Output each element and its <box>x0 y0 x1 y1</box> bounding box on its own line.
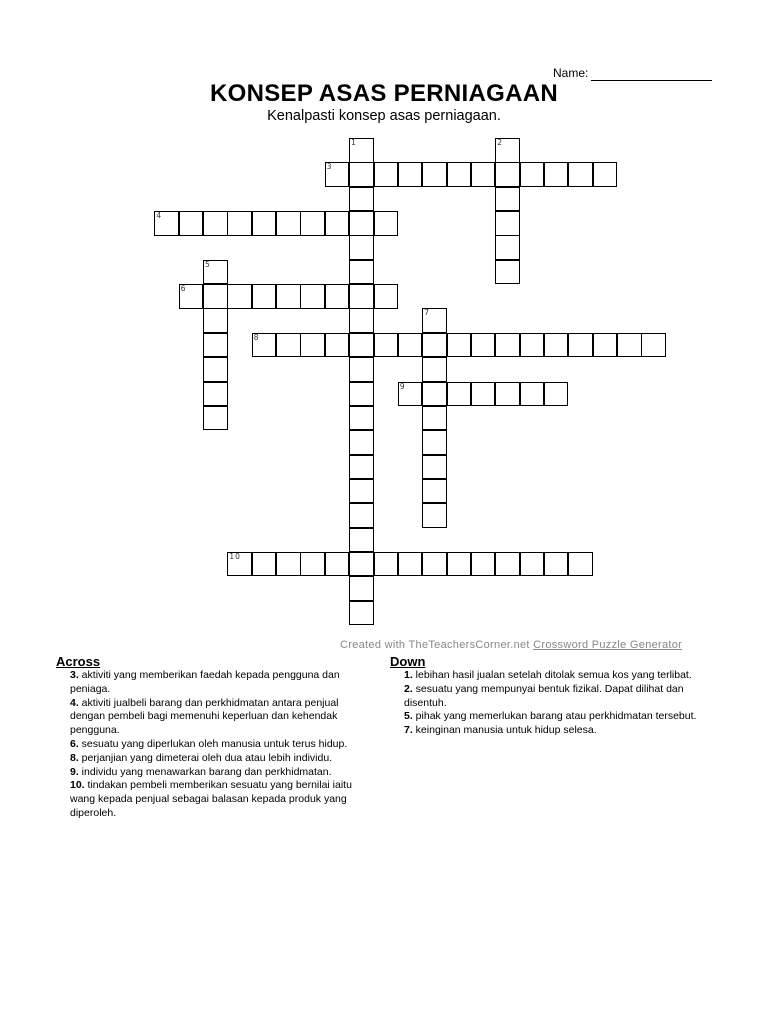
grid-cell[interactable] <box>495 552 520 577</box>
clue-item <box>404 710 704 724</box>
grid-cell[interactable] <box>349 552 374 577</box>
grid-cell[interactable] <box>349 162 374 187</box>
page-title: KONSEP ASAS PERNIAGAAN <box>210 80 558 107</box>
cell-number: 3 <box>326 162 333 172</box>
grid-cell[interactable] <box>447 333 472 358</box>
grid-cell[interactable] <box>544 333 569 358</box>
grid-cell[interactable] <box>422 406 447 431</box>
clue-item <box>70 697 370 738</box>
clue-item <box>404 669 704 683</box>
clue-number: 10. <box>70 779 85 792</box>
cell-number: 2 <box>497 138 504 147</box>
grid-cell[interactable] <box>520 552 545 577</box>
across-heading: Across <box>56 654 101 669</box>
cell-number: 1 <box>351 138 357 147</box>
grid-cell[interactable] <box>593 333 618 358</box>
grid-cell[interactable] <box>447 552 472 577</box>
grid-cell[interactable] <box>349 235 374 260</box>
grid-cell[interactable] <box>300 284 325 309</box>
grid-cell[interactable] <box>349 528 374 553</box>
grid-cell[interactable] <box>325 211 350 236</box>
clue-text: aktiviti jualbeli barang dan perkhidmatan antara penjual dengan pembeli bagi memenuhi keperluan dan kehendak pengguna. <box>70 696 339 737</box>
grid-cell[interactable] <box>520 333 545 358</box>
grid-cell[interactable] <box>203 357 228 382</box>
grid-cell[interactable] <box>325 333 350 358</box>
grid-cell[interactable] <box>179 211 204 236</box>
clue-number: 2. <box>404 682 413 695</box>
grid-cell[interactable] <box>495 382 520 407</box>
clue-item <box>70 779 370 820</box>
clue-text: aktiviti yang memberikan faedah kepada pengguna dan peniaga. <box>70 669 340 695</box>
grid-cell[interactable] <box>374 333 399 358</box>
grid-cell[interactable] <box>203 308 228 333</box>
clue-number: 8. <box>70 751 79 764</box>
clue-text: individu yang menawarkan barang dan perkhidmatan. <box>78 765 332 778</box>
grid-cell[interactable] <box>300 333 325 358</box>
clue-text: tindakan pembeli memberikan sesuatu yang bernilai iaitu wang kepada penjual sebagai balasan kepada produk yang diperoleh. <box>70 779 352 819</box>
grid-cell[interactable] <box>422 162 447 187</box>
grid-cell[interactable] <box>471 382 496 407</box>
grid-cell[interactable] <box>349 601 374 626</box>
grid-cell[interactable] <box>349 455 374 480</box>
grid-cell[interactable] <box>520 162 545 187</box>
across-clue-list <box>70 669 370 821</box>
clue-text: lebihan hasil jualan setelah ditolak semua kos yang terlibat. <box>412 669 692 681</box>
grid-cell[interactable] <box>325 552 350 577</box>
cell-number: 7 <box>424 308 430 318</box>
credit-text: Created with TheTeachersCorner.net <box>340 639 534 651</box>
grid-cell[interactable] <box>203 211 228 236</box>
clue-item <box>70 766 370 780</box>
clue-item <box>404 724 704 738</box>
cell-number: 5 <box>205 259 211 269</box>
grid-cell[interactable] <box>568 552 593 577</box>
grid-cell[interactable] <box>252 284 277 309</box>
grid-cell[interactable] <box>422 552 447 577</box>
grid-cell[interactable] <box>349 576 374 601</box>
clue-number: 6. <box>70 737 79 750</box>
grid-cell[interactable] <box>349 260 374 285</box>
grid-cell[interactable] <box>374 284 399 309</box>
grid-cell[interactable] <box>495 211 520 236</box>
grid-cell[interactable] <box>398 552 423 577</box>
grid-cell[interactable] <box>544 162 569 187</box>
grid-cell[interactable] <box>447 162 472 187</box>
grid-cell[interactable] <box>276 552 301 577</box>
grid-cell[interactable] <box>568 333 593 358</box>
grid-cell[interactable] <box>349 430 374 455</box>
down-heading: Down <box>390 654 426 669</box>
grid-cell[interactable] <box>203 333 228 358</box>
clue-item <box>70 738 370 752</box>
grid-cell[interactable] <box>349 284 374 309</box>
down-clue-list <box>404 669 704 738</box>
cell-number: 8 <box>253 332 260 342</box>
grid-cell[interactable] <box>300 552 325 577</box>
credit-link[interactable]: Crossword Puzzle Generator <box>533 639 683 651</box>
cell-number: 6 <box>180 284 187 294</box>
cell-number: 9 <box>399 381 406 391</box>
grid-cell[interactable] <box>422 455 447 480</box>
grid-cell[interactable] <box>276 284 301 309</box>
grid-cell[interactable] <box>252 211 277 236</box>
grid-cell[interactable] <box>227 211 252 236</box>
grid-cell[interactable] <box>349 211 374 236</box>
clue-item <box>70 669 370 697</box>
cell-number: 4 <box>156 211 163 221</box>
grid-cell[interactable] <box>203 382 228 407</box>
grid-cell[interactable] <box>495 260 520 285</box>
grid-cell[interactable] <box>300 211 325 236</box>
cell-number: 10 <box>229 551 241 561</box>
clue-number: 3. <box>70 669 79 681</box>
grid-cell[interactable] <box>325 284 350 309</box>
grid-cell[interactable] <box>495 333 520 358</box>
clue-text: sesuatu yang mempunyai bentuk fizikal. Dapat dilihat dan disentuh. <box>404 682 684 709</box>
clue-text: perjanjian yang dimeterai oleh dua atau lebih individu. <box>78 751 333 764</box>
grid-cell[interactable] <box>641 333 666 358</box>
grid-cell[interactable] <box>422 333 447 358</box>
clue-number: 4. <box>70 696 79 709</box>
grid-cell[interactable] <box>276 333 301 358</box>
grid-cell[interactable] <box>520 382 545 407</box>
grid-cell[interactable] <box>422 430 447 455</box>
grid-cell[interactable] <box>203 406 228 431</box>
grid-cell[interactable] <box>422 382 447 407</box>
grid-cell[interactable] <box>398 162 423 187</box>
clue-number: 9. <box>70 765 79 778</box>
clue-text: keinginan manusia untuk hidup selesa. <box>412 724 597 737</box>
grid-cell[interactable] <box>227 284 252 309</box>
credit-line <box>340 639 682 651</box>
grid-cell[interactable] <box>349 382 374 407</box>
grid-cell[interactable] <box>495 162 520 187</box>
clue-text: sesuatu yang diperlukan oleh manusia untuk terus hidup. <box>78 737 348 750</box>
clue-text: pihak yang memerlukan barang atau perkhidmatan tersebut. <box>412 710 697 723</box>
grid-cell[interactable] <box>349 333 374 358</box>
grid-cell[interactable] <box>349 503 374 528</box>
grid-cell[interactable] <box>495 235 520 260</box>
clue-number: 7. <box>404 724 413 737</box>
grid-cell[interactable] <box>617 333 642 358</box>
grid-cell[interactable] <box>471 162 496 187</box>
grid-cell[interactable] <box>276 211 301 236</box>
grid-cell[interactable] <box>422 479 447 504</box>
grid-cell[interactable] <box>349 357 374 382</box>
name-label: Name: <box>553 66 589 80</box>
clue-item <box>404 683 704 711</box>
grid-cell[interactable] <box>471 333 496 358</box>
grid-cell[interactable] <box>544 552 569 577</box>
clue-number: 5. <box>404 710 413 723</box>
page-subtitle: Kenalpasti konsep asas perniagaan. <box>267 108 501 124</box>
grid-cell[interactable] <box>203 284 228 309</box>
grid-cell[interactable] <box>374 211 399 236</box>
grid-cell[interactable] <box>447 382 472 407</box>
grid-cell[interactable] <box>593 162 618 187</box>
grid-cell[interactable] <box>495 187 520 212</box>
grid-cell[interactable] <box>374 162 399 187</box>
grid-cell[interactable] <box>422 503 447 528</box>
grid-cell[interactable] <box>349 187 374 212</box>
clue-item <box>70 752 370 766</box>
grid-cell[interactable] <box>568 162 593 187</box>
grid-cell[interactable] <box>252 552 277 577</box>
grid-cell[interactable] <box>471 552 496 577</box>
grid-cell[interactable] <box>398 333 423 358</box>
grid-cell[interactable] <box>544 382 569 407</box>
grid-cell[interactable] <box>349 308 374 333</box>
grid-cell[interactable] <box>349 406 374 431</box>
clue-number: 1. <box>404 669 413 681</box>
grid-cell[interactable] <box>349 479 374 504</box>
grid-cell[interactable] <box>374 552 399 577</box>
grid-cell[interactable] <box>422 357 447 382</box>
